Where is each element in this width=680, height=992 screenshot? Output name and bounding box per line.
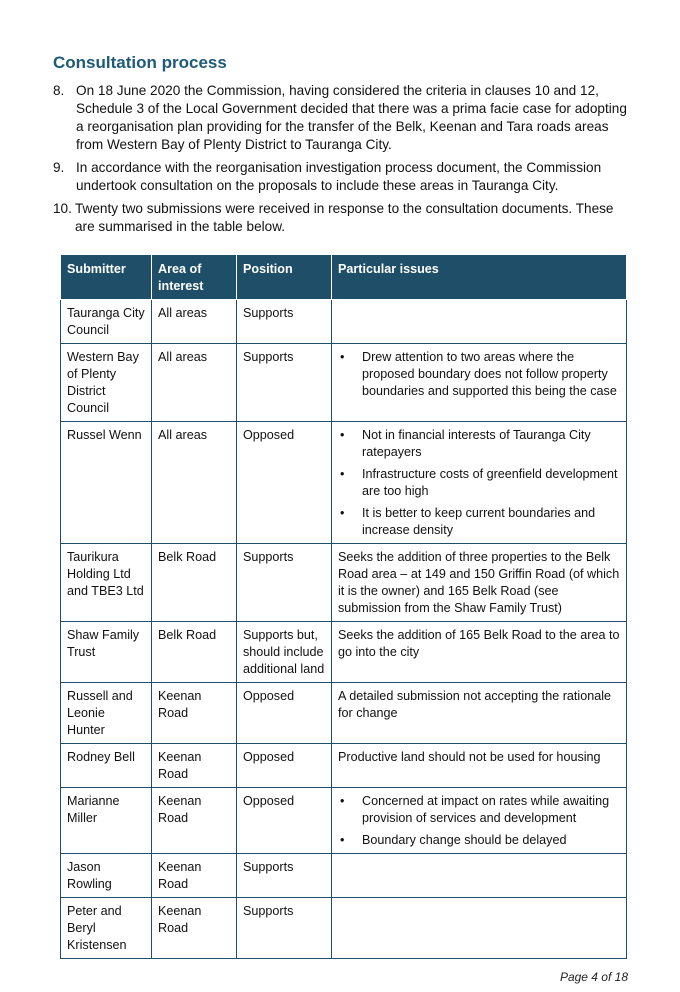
bullet-icon: •: [340, 794, 345, 808]
cell-area: All areas: [152, 300, 237, 344]
table-row: [61, 344, 627, 422]
cell-position: Opposed: [237, 788, 332, 854]
submissions-table: [60, 254, 627, 959]
issues-bullet-list: [338, 793, 620, 849]
cell-area: All areas: [152, 422, 237, 544]
cell-issues: Seeks the addition of 165 Belk Road to the area to go into the city: [332, 622, 627, 683]
paragraph-number: 8.: [53, 83, 65, 98]
cell-position: Supports: [237, 854, 332, 898]
cell-area: Belk Road: [152, 544, 237, 622]
cell-submitter: Marianne Miller: [61, 788, 152, 854]
table-header-row: [61, 255, 627, 300]
cell-submitter: Taurikura Holding Ltd and TBE3 Ltd: [61, 544, 152, 622]
cell-issues: [332, 898, 627, 959]
issue-text: Not in financial interests of Tauranga City ratepayers: [362, 428, 591, 459]
issue-bullet-item: [338, 505, 620, 539]
table-row: [61, 300, 627, 344]
paragraph-list: [53, 82, 633, 241]
cell-position: Supports: [237, 300, 332, 344]
cell-area: Keenan Road: [152, 788, 237, 854]
cell-area: All areas: [152, 344, 237, 422]
paragraph-number: 10.: [53, 201, 72, 216]
section-heading: Consultation process: [53, 53, 227, 72]
paragraph-text: On 18 June 2020 the Commission, having considered the criteria in clauses 10 and 12, Schedule 3 of the Local Government decided that there was a prima facie case for adopting a reorganisation plan providing for the transfer of the Belk, Keenan and Tara roads areas from Western Bay of Plenty District to Tauranga City.: [76, 83, 627, 152]
cell-area: Keenan Road: [152, 854, 237, 898]
cell-issues: A detailed submission not accepting the rationale for change: [332, 683, 627, 744]
cell-position: Supports: [237, 898, 332, 959]
cell-issues: [332, 300, 627, 344]
cell-area: Keenan Road: [152, 683, 237, 744]
cell-submitter: Tauranga City Council: [61, 300, 152, 344]
paragraph-number: 9.: [53, 160, 65, 175]
cell-submitter: Western Bay of Plenty District Council: [61, 344, 152, 422]
bullet-icon: •: [340, 467, 345, 481]
bullet-icon: •: [340, 428, 345, 442]
cell-submitter: Shaw Family Trust: [61, 622, 152, 683]
issue-bullet-item: [338, 427, 620, 461]
issue-text: Infrastructure costs of greenfield development are too high: [362, 467, 618, 498]
bullet-icon: •: [340, 833, 345, 847]
cell-area: Keenan Road: [152, 744, 237, 788]
issue-text: It is better to keep current boundaries and increase density: [362, 506, 596, 537]
cell-issues: Productive land should not be used for housing: [332, 744, 627, 788]
table-row: [61, 744, 627, 788]
cell-position: Supports but, should include additional land: [237, 622, 332, 683]
cell-position: Opposed: [237, 744, 332, 788]
table-row: [61, 622, 627, 683]
table-row: [61, 422, 627, 544]
header-area: Area of interest: [152, 255, 237, 300]
cell-submitter: Jason Rowling: [61, 854, 152, 898]
cell-submitter: Russell and Leonie Hunter: [61, 683, 152, 744]
issue-bullet-item: [338, 349, 620, 400]
table-row: [61, 898, 627, 959]
issue-bullet-item: [338, 793, 620, 827]
issues-bullet-list: [338, 349, 620, 400]
cell-issues: [332, 422, 627, 544]
header-submitter: Submitter: [61, 255, 152, 300]
table-row: [61, 544, 627, 622]
paragraph-8: [53, 82, 633, 154]
cell-area: Belk Road: [152, 622, 237, 683]
bullet-icon: •: [340, 350, 345, 364]
issue-text: Boundary change should be delayed: [362, 833, 567, 847]
paragraph-text: In accordance with the reorganisation investigation process document, the Commission undertook consultation on the proposals to include these areas in Tauranga City.: [76, 160, 602, 193]
cell-submitter: Russel Wenn: [61, 422, 152, 544]
paragraph-10: [53, 200, 633, 236]
issue-text: Concerned at impact on rates while awaiting provision of services and development: [362, 794, 610, 825]
table-row: [61, 854, 627, 898]
cell-submitter: Peter and Beryl Kristensen: [61, 898, 152, 959]
issue-text: Drew attention to two areas where the proposed boundary does not follow property boundaries and supported this being the case: [362, 350, 617, 398]
header-position: Position: [237, 255, 332, 300]
paragraph-9: [53, 159, 633, 195]
table-body: [61, 300, 627, 959]
bullet-icon: •: [340, 506, 345, 520]
cell-issues: [332, 344, 627, 422]
header-issues: Particular issues: [332, 255, 627, 300]
table-row: [61, 788, 627, 854]
paragraph-text: Twenty two submissions were received in response to the consultation documents. These are summarised in the table below.: [75, 201, 614, 234]
issue-bullet-item: [338, 466, 620, 500]
cell-issues: Seeks the addition of three properties to the Belk Road area – at 149 and 150 Griffin Road (of which it is the owner) and 165 Belk Road (see submission from the Shaw Family Trust): [332, 544, 627, 622]
issues-bullet-list: [338, 427, 620, 539]
cell-issues: [332, 854, 627, 898]
table-row: [61, 683, 627, 744]
issue-bullet-item: [338, 832, 620, 849]
page-number: Page 4 of 18: [559, 970, 628, 984]
cell-position: Opposed: [237, 683, 332, 744]
cell-position: Supports: [237, 344, 332, 422]
cell-issues: [332, 788, 627, 854]
cell-position: Supports: [237, 544, 332, 622]
cell-position: Opposed: [237, 422, 332, 544]
cell-submitter: Rodney Bell: [61, 744, 152, 788]
cell-area: Keenan Road: [152, 898, 237, 959]
